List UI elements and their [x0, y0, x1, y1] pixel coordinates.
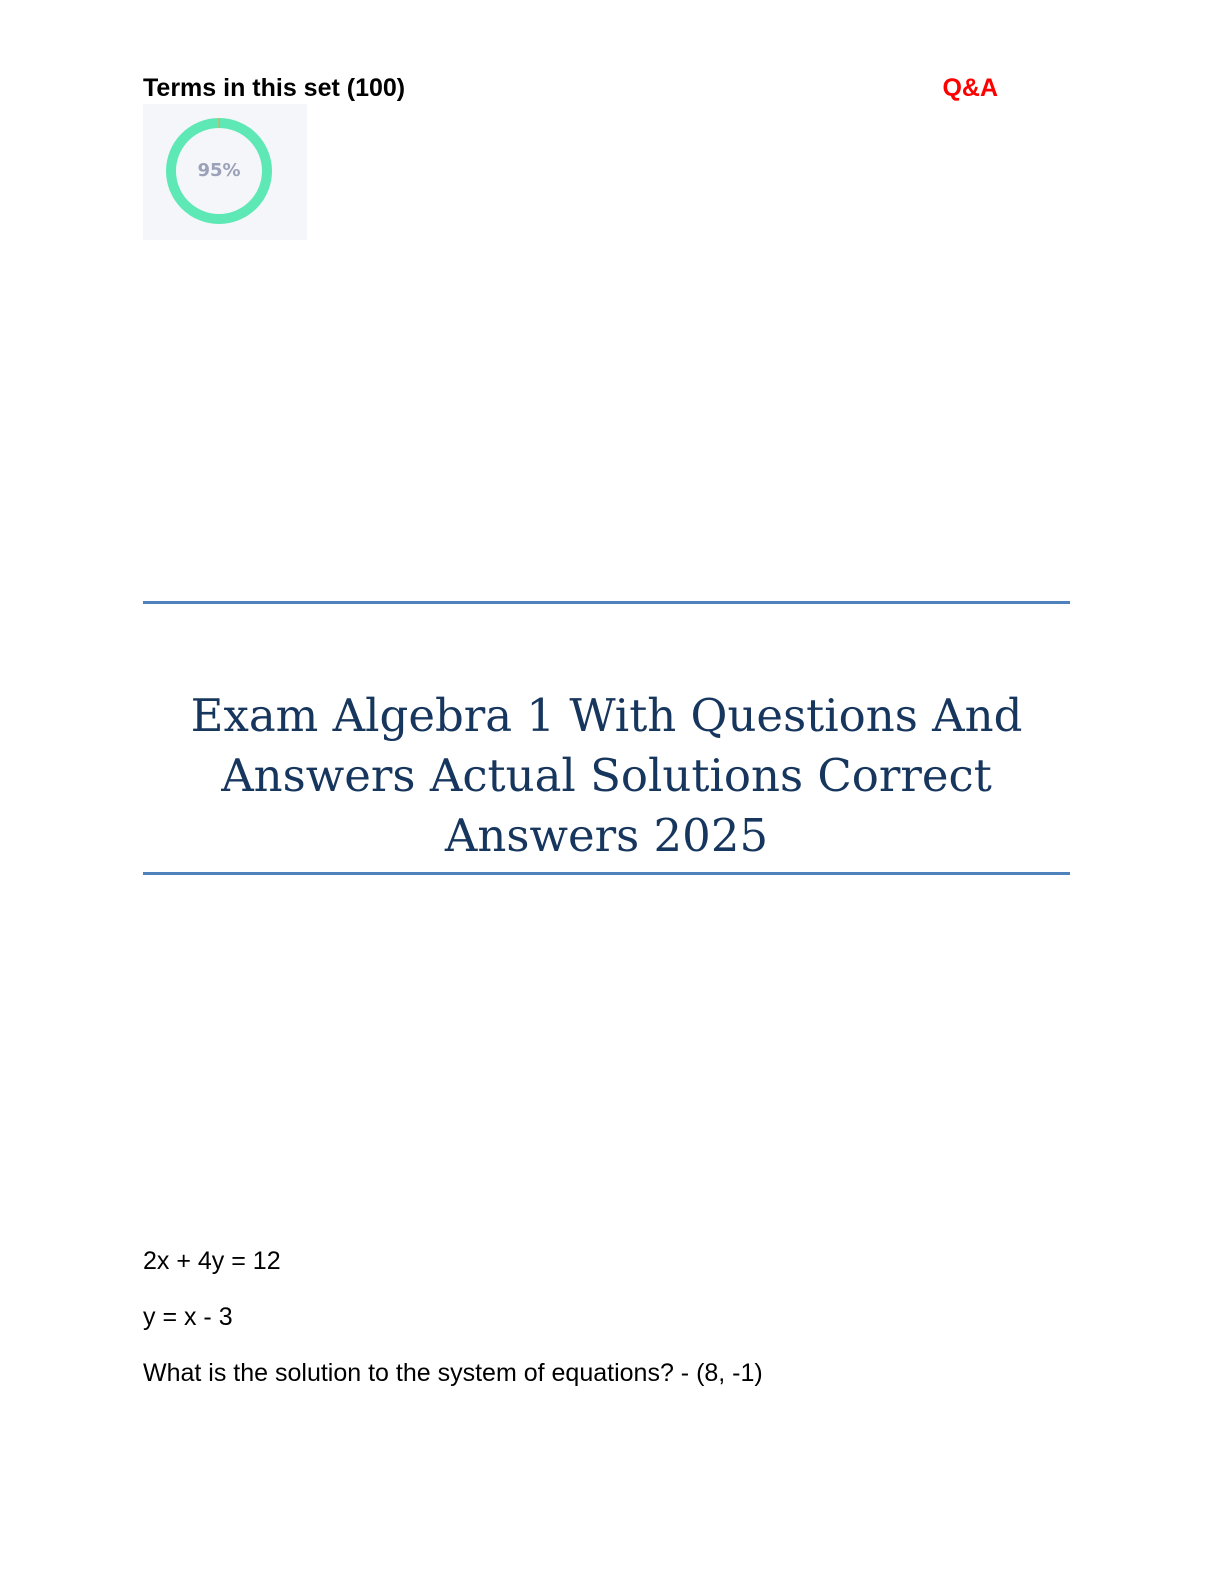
title-bottom-rule	[143, 872, 1070, 875]
document-title: Exam Algebra 1 With Questions And Answers Actual Solutions Correct Answers 2025	[190, 689, 1023, 862]
progress-percent-label: 95%	[197, 160, 241, 181]
terms-heading: Terms in this set (100)	[143, 74, 406, 102]
question-equation-2: y = x - 3	[143, 1303, 233, 1331]
qa-label: Q&A	[942, 74, 998, 102]
header-row	[143, 72, 1003, 106]
progress-card	[143, 104, 307, 240]
question-block	[143, 1244, 1083, 1412]
title-top-rule	[143, 601, 1070, 604]
question-prompt-answer: What is the solution to the system of equations? - (8, -1)	[143, 1359, 763, 1387]
question-equation-1: 2x + 4y = 12	[143, 1247, 281, 1275]
